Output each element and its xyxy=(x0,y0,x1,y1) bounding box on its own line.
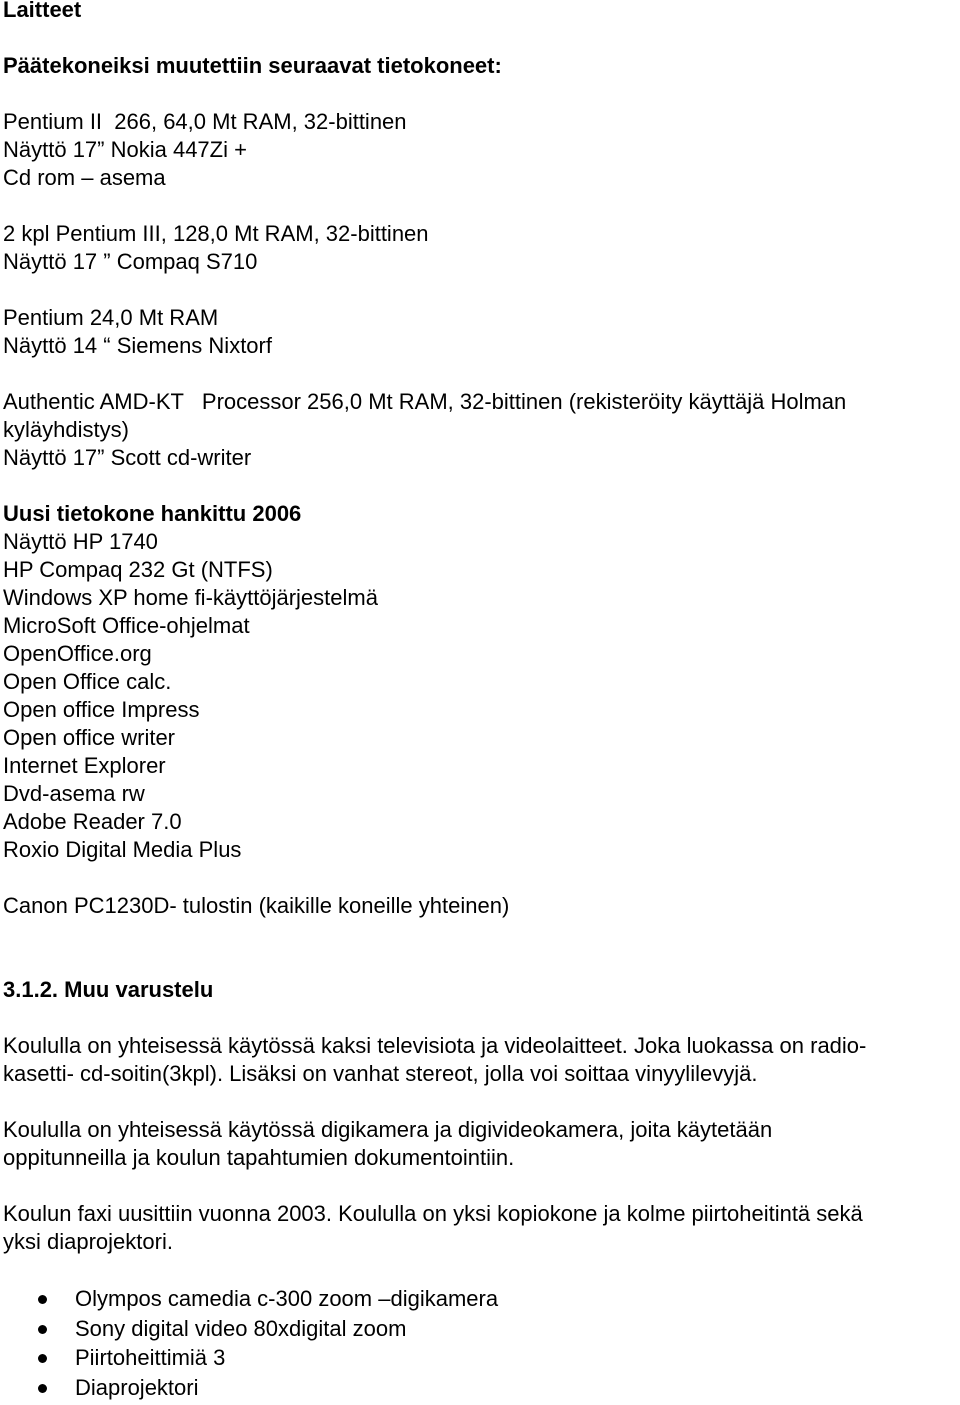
equipment-bullet-list xyxy=(3,1284,957,1402)
new-computer-item: Open office Impress xyxy=(3,697,200,722)
document-page xyxy=(3,0,957,1402)
new-computer-item: HP Compaq 232 Gt (NTFS) xyxy=(3,557,273,582)
paragraph-line: Koulun faxi uusittiin vuonna 2003. Koululla on yksi kopiokone ja kolme piirtoheitintä sekä xyxy=(3,1201,863,1226)
computer-spec-line: Pentium 24,0 Mt RAM xyxy=(3,305,219,330)
computer-spec-line: Cd rom – asema xyxy=(3,165,166,190)
list-item xyxy=(3,1343,957,1373)
computer-spec-line: Näyttö 14 “ Siemens Nixtorf xyxy=(3,333,272,358)
computer-spec-line: Näyttö 17” Nokia 447Zi + xyxy=(3,137,247,162)
paragraph-line: Koululla on yhteisessä käytössä digikamera ja digivideokamera, joita käytetään xyxy=(3,1117,773,1142)
section-title-other-equipment: 3.1.2. Muu varustelu xyxy=(3,977,214,1002)
bullet-icon xyxy=(38,1325,47,1334)
page-heading: Laitteet xyxy=(3,0,82,22)
computer-spec-line: Näyttö 17 ” Compaq S710 xyxy=(3,249,258,274)
list-item-label: Piirtoheittimiä 3 xyxy=(75,1345,226,1370)
paragraph-line: oppitunneilla ja koulun tapahtumien dokumentointiin. xyxy=(3,1145,515,1170)
new-computer-item: Open Office calc. xyxy=(3,669,172,694)
new-computer-item: Näyttö HP 1740 xyxy=(3,529,158,554)
new-computer-title: Uusi tietokone hankittu 2006 xyxy=(3,501,302,526)
computer-spec-line: 2 kpl Pentium III, 128,0 Mt RAM, 32-bittinen xyxy=(3,221,429,246)
list-item xyxy=(3,1314,957,1344)
new-computer-item: Roxio Digital Media Plus xyxy=(3,837,242,862)
list-item-label: Sony digital video 80xdigital zoom xyxy=(75,1315,407,1341)
list-item-label: Olympos camedia c-300 zoom –digikamera xyxy=(75,1286,499,1311)
new-computer-item: Open office writer xyxy=(3,725,176,750)
computer-spec-line: Authentic AMD-KT Processor 256,0 Mt RAM, 32-bittinen (rekisteröity käyttäjä Holman xyxy=(3,389,847,414)
computer-spec-line: Pentium II 266, 64,0 Mt RAM, 32-bittinen xyxy=(3,109,407,134)
section-title-terminals: Päätekoneiksi muutettiin seuraavat tietokoneet: xyxy=(3,53,502,78)
paragraph-line: Koululla on yhteisessä käytössä kaksi televisiota ja videolaitteet. Joka luokassa on radio- xyxy=(3,1033,867,1058)
list-item xyxy=(3,1284,957,1314)
bullet-icon xyxy=(38,1295,47,1304)
computer-spec-line: kyläyhdistys) xyxy=(3,417,129,442)
new-computer-item: Windows XP home fi-käyttöjärjestelmä xyxy=(3,585,378,610)
computer-spec-line: Näyttö 17” Scott cd-writer xyxy=(3,445,252,470)
new-computer-item: Dvd-asema rw xyxy=(3,781,145,806)
new-computer-item: Adobe Reader 7.0 xyxy=(3,809,182,834)
new-computer-item: OpenOffice.org xyxy=(3,641,152,666)
new-computer-item: MicroSoft Office-ohjelmat xyxy=(3,613,250,638)
paragraph-line: kasetti- cd-soitin(3kpl). Lisäksi on vanhat stereot, jolla voi soittaa vinyylilevyjä. xyxy=(3,1061,758,1086)
list-item xyxy=(3,1373,957,1403)
list-item-label: Diaprojektori xyxy=(75,1374,199,1400)
bullet-icon xyxy=(38,1354,47,1363)
bullet-icon xyxy=(38,1384,47,1393)
printer-line: Canon PC1230D- tulostin (kaikille koneille yhteinen) xyxy=(3,893,510,918)
paragraph-line: yksi diaprojektori. xyxy=(3,1229,173,1254)
new-computer-item: Internet Explorer xyxy=(3,753,166,778)
